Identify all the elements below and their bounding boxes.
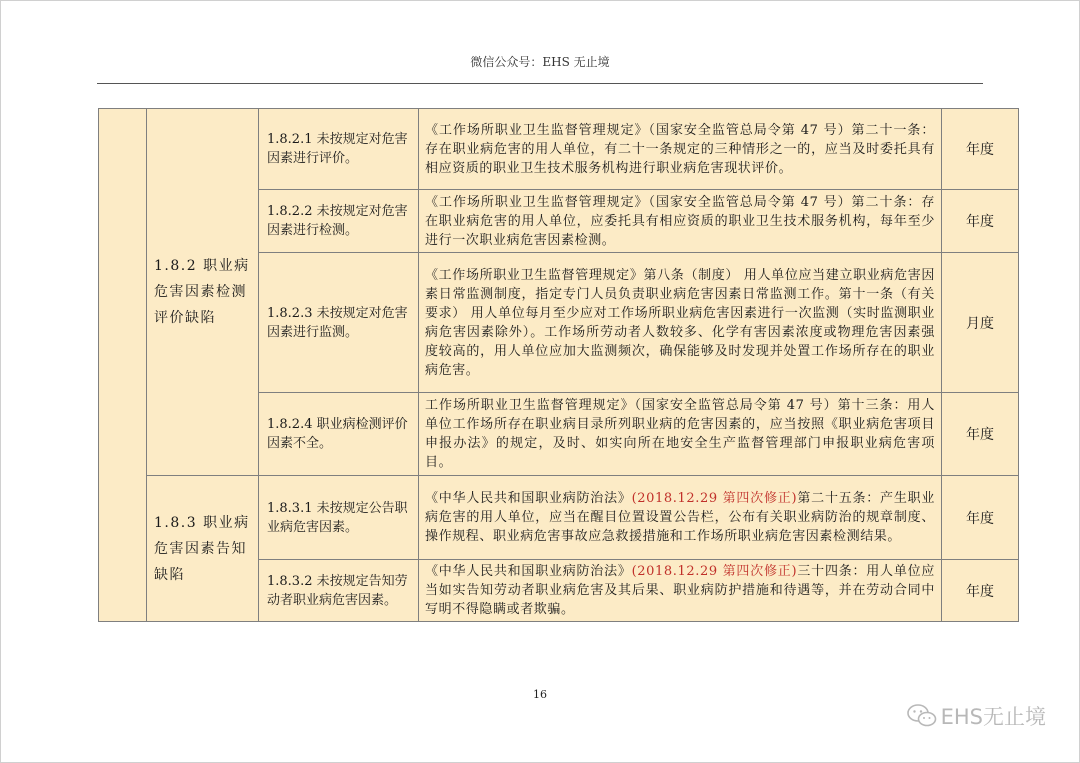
watermark-text: EHS无止境 (940, 705, 1046, 729)
item-cell: 1.8.2.1 未按规定对危害因素进行评价。 (259, 109, 419, 190)
item-cell: 1.8.3.1 未按规定公告职业病危害因素。 (259, 476, 419, 560)
basis-cell (419, 253, 942, 393)
frequency-cell: 年度 (942, 190, 1019, 253)
table-row (99, 109, 1019, 190)
basis-text: 《工作场所职业卫生监督管理规定》（国家安全监管总局令第 47 号）第二十一条：存在职业病危害的用人单位，有二十一条规定的三种情形之一的，应当及时委托具有相应资质的职业卫生技术服务机构进行职业病危害现状评价。 (425, 122, 935, 176)
basis-text: 第二十五条：产生职业病危害的用人单位，应当在醒目位置设置公告栏，公布有关职业病防治的规章制度、操作规程、职业病危害事故应急救援措施和工作场所职业病危害因素检测结果。 (425, 491, 935, 544)
frequency-cell: 年度 (942, 393, 1019, 476)
frequency-cell: 年度 (942, 560, 1019, 622)
frequency-cell: 月度 (942, 253, 1019, 393)
basis-cell (419, 393, 942, 476)
subcategory-cell: 1.8.2 职业病危害因素检测评价缺陷 (147, 109, 259, 476)
hazard-table (98, 108, 1019, 622)
watermark (907, 701, 1046, 731)
basis-cell (419, 190, 942, 253)
basis-cell (419, 109, 942, 190)
basis-text: 三十四条：用人单位应当如实告知劳动者职业病危害及其后果、职业病防护措施和待遇等，并在劳动合同中写明不得隐瞒或者欺骗。 (425, 564, 935, 617)
item-cell: 1.8.2.2 未按规定对危害因素进行检测。 (259, 190, 419, 253)
amendment-note: (2018.12.29 第四次修正) (631, 564, 798, 579)
basis-text: 《中华人民共和国职业病防治法》 (425, 564, 632, 579)
frequency-cell: 年度 (942, 109, 1019, 190)
basis-text: 《中华人民共和国职业病防治法》 (425, 491, 632, 506)
item-cell: 1.8.2.3 未按规定对危害因素进行监测。 (259, 253, 419, 393)
item-cell: 1.8.2.4 职业病检测评价因素不全。 (259, 393, 419, 476)
basis-cell (419, 560, 942, 622)
page-number: 16 (533, 688, 547, 701)
frequency-cell: 年度 (942, 476, 1019, 560)
item-cell: 1.8.3.2 未按规定告知劳动者职业病危害因素。 (259, 560, 419, 622)
basis-text: 《工作场所职业卫生监督管理规定》（国家安全监管总局令第 47 号）第二十条：存在职业病危害的用人单位，应委托具有相应资质的职业卫生技术服务机构，每年至少进行一次职业病危害因素检测。 (425, 194, 935, 248)
header-rule (97, 83, 983, 84)
subcategory-cell: 1.8.3 职业病危害因素告知缺陷 (147, 476, 259, 622)
wechat-icon (907, 703, 937, 729)
amendment-note: (2018.12.29 第四次修正) (631, 491, 798, 506)
basis-text: 《工作场所职业卫生监督管理规定》第八条（制度） 用人单位应当建立职业病危害因素日常监测制度，指定专门人员负责职业病危害因素日常监测工作。第十一条（有关要求） 用人单位每月至少应对工作场所职业病危害因素进行一次监测（实时监测职业病危害因素除外）。工作场所劳动者人数较多、化学有害因素浓度或物理危害因素强度较高的，用人单位应加大监测频次，确保能够及时发现并处置工作场所存在的职业病危害。 (425, 267, 935, 378)
category-cell (99, 109, 147, 622)
table-row (99, 476, 1019, 560)
basis-text: 工作场所职业卫生监督管理规定》（国家安全监管总局令第 47 号）第十三条：用人单位工作场所存在职业病目录所列职业病的危害因素的，应当按照《职业病危害项目申报办法》的规定，及时、如实向所在地安全生产监督管理部门申报职业病危害项目。 (425, 398, 935, 470)
header-title: 微信公众号：EHS 无止境 (470, 55, 610, 69)
basis-cell (419, 476, 942, 560)
